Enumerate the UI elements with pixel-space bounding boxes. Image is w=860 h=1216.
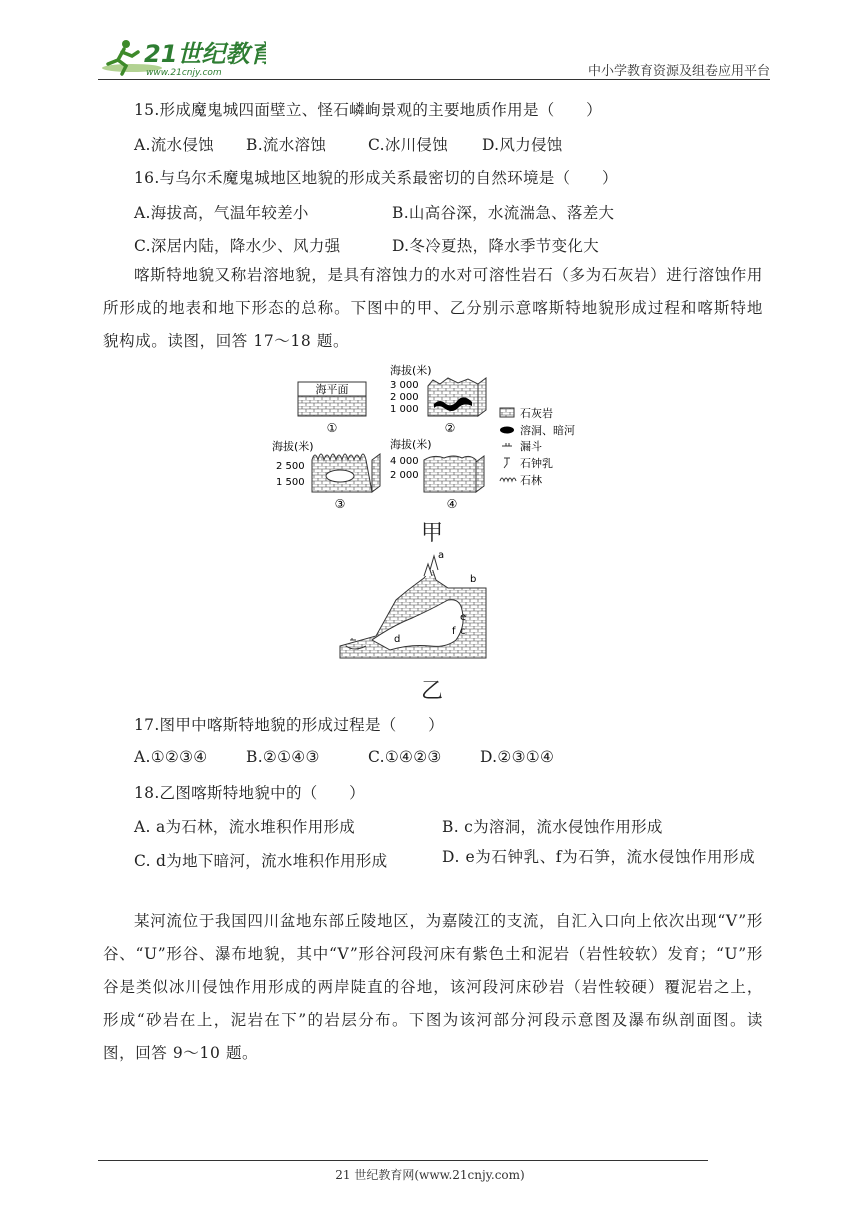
site-logo (96, 38, 266, 84)
q17-stem: 17.图甲中喀斯特地貌的形成过程是（ ） (134, 716, 444, 734)
panel-2-tick-2000: 2 000 (390, 392, 419, 403)
panel-3-tick-1500: 1 500 (276, 477, 305, 488)
panel-2-tick-1000: 1 000 (390, 404, 419, 415)
figure-yi-caption: 乙 (421, 679, 444, 704)
panel-3-axis-label: 海拔(米) (272, 440, 314, 453)
legend-sinkhole: 漏斗 (520, 440, 542, 453)
q16-option-c: C.深居内陆，降水少、风力强 (134, 237, 341, 255)
yi-label-f: f (452, 626, 456, 637)
q18-options-row2 (134, 849, 442, 871)
footer-divider (98, 1160, 708, 1161)
yi-label-b: b (470, 574, 477, 585)
q15-option-b: B.流水溶蚀 (246, 136, 327, 154)
panel-4 (390, 437, 484, 511)
yi-label-a: a (438, 550, 445, 561)
panel-4-tick-2000: 2 000 (390, 470, 419, 481)
q16-options-row2 (134, 234, 599, 256)
figure-jia-legend (500, 406, 575, 487)
logo-url: www.21cnjy.com (146, 68, 222, 78)
footer-text: 21 世纪教育网(www.21cnjy.com) (335, 1168, 525, 1182)
q18-options-row1 (134, 815, 663, 837)
q18-option-a: A. a为石林，流水堆积作用形成 (134, 818, 356, 836)
q17-option-b: B.②①④③ (246, 748, 320, 766)
q15-stem: 15.形成魔鬼城四面壁立、怪石嶙峋景观的主要地质作用是（ ） (134, 101, 602, 119)
logo-runner-icon (96, 38, 266, 80)
q16-options-row1 (134, 201, 614, 223)
legend-limestone: 石灰岩 (520, 407, 553, 420)
q18-option-d: D. e为石钟乳、f为石笋，流水侵蚀作用形成 (442, 848, 756, 866)
yi-label-d: d (394, 634, 401, 645)
q17-option-d: D.②③①④ (480, 748, 555, 766)
panel-4-axis-label: 海拔(米) (390, 438, 432, 451)
q17-option-a: A.①②③④ (134, 748, 208, 766)
panel-3-tick-2500: 2 500 (276, 461, 305, 472)
figure-jia-caption: 甲 (421, 521, 444, 546)
q18-stem: 18.乙图喀斯特地貌中的（ ） (134, 784, 365, 802)
legend-cave-river: 溶洞、暗河 (520, 424, 575, 437)
q16-option-a: A.海拔高，气温年较差小 (134, 204, 309, 222)
panel-2 (390, 364, 486, 435)
panel-4-number: ④ (446, 497, 458, 511)
yi-label-e: e (460, 612, 467, 623)
figure-yi-diagram (336, 548, 496, 666)
panel-1 (298, 382, 366, 435)
q15-option-c: C.冰川侵蚀 (368, 136, 449, 154)
q18-option-b: B. c为溶洞，流水侵蚀作用形成 (442, 818, 663, 836)
figure-jia-diagram (268, 364, 598, 514)
panel-2-number: ② (444, 421, 456, 435)
karst-intro-paragraph: 喀斯特地貌又称岩溶地貌，是具有溶蚀力的水对可溶性岩石（多为石灰岩）进行溶蚀作用所形成的地表和地下形态的总称。下图中的甲、乙分别示意喀斯特地貌形成过程和喀斯特地貌构成。读图，回答 17～18 题。 (103, 266, 763, 350)
panel-3 (272, 439, 380, 511)
q15-options (134, 133, 563, 155)
q18-option-c: C. d为地下暗河，流水堆积作用形成 (134, 852, 388, 870)
panel-1-number: ① (326, 421, 338, 435)
sea-level-label: 海平面 (315, 383, 349, 396)
panel-2-tick-3000: 3 000 (390, 380, 419, 391)
q17-options (134, 748, 554, 766)
logo-text: 21世纪教育 (144, 40, 266, 68)
header-platform-text: 中小学教育资源及组卷应用平台 (587, 64, 770, 79)
panel-2-axis-label: 海拔(米) (390, 364, 432, 377)
q15-option-a: A.流水侵蚀 (134, 136, 214, 154)
legend-stalactite: 石钟乳 (520, 457, 553, 470)
river-intro-paragraph: 某河流位于我国四川盆地东部丘陵地区，为嘉陵江的支流，自汇入口向上依次出现“V”形谷、“U”形谷、瀑布地貌，其中“V”形谷河段河床有紫色土和泥岩（岩性较软）发育；“U”形谷是类似冰川侵蚀作用形成的两岸陡直的谷地，该河段河床砂岩（岩性较硬）覆泥岩之上，形成“砂岩在上，泥岩在下”的岩层分布。下图为该河部分河段示意图及瀑布纵剖面图。读图，回答 9～10 题。 (103, 912, 763, 1062)
q17-option-c: C.①④②③ (368, 748, 442, 766)
yi-label-c: c (460, 626, 466, 637)
q15-option-d: D.风力侵蚀 (482, 136, 563, 154)
header-divider (98, 79, 770, 80)
panel-3-number: ③ (334, 497, 346, 511)
legend-stone-forest: 石林 (520, 474, 542, 487)
q16-option-b: B.山高谷深，水流湍急、落差大 (392, 204, 615, 222)
panel-4-tick-4000: 4 000 (390, 456, 419, 467)
q16-option-d: D.冬冷夏热，降水季节变化大 (392, 237, 600, 255)
q16-stem: 16.与乌尔禾魔鬼城地区地貌的形成关系最密切的自然环境是（ ） (134, 169, 618, 187)
